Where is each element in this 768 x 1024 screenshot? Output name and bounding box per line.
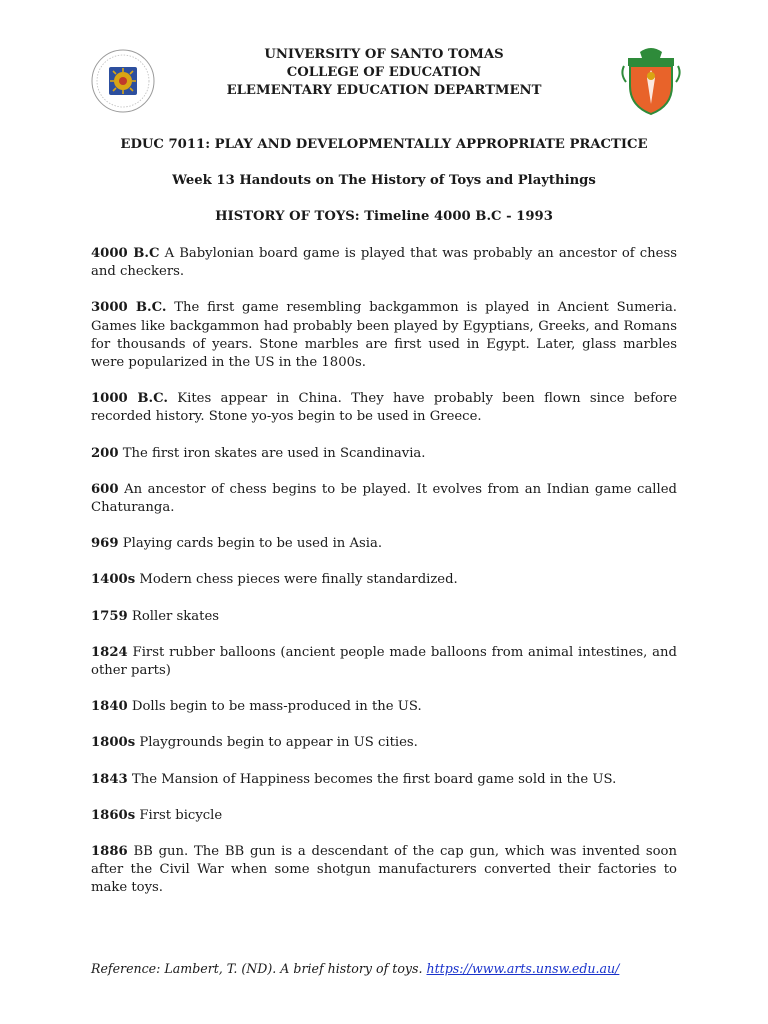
- timeline-entry: [91, 299, 677, 372]
- entry-year: 3000 B.C.: [91, 300, 167, 316]
- entry-text: BB gun. The BB gun is a descendant of the cap gun, which was invented soon after the Civil War when some shotgun manufacturers converted their factories to make toys.: [91, 844, 677, 896]
- entry-year: 969: [91, 536, 119, 552]
- timeline-entry: [91, 771, 677, 789]
- week-title: Week 13 Handouts on The History of Toys and Playthings: [172, 173, 596, 188]
- entry-text: First bicycle: [139, 807, 223, 823]
- timeline-title: HISTORY OF TOYS: Timeline 4000 B.C - 1993: [215, 209, 553, 224]
- entry-text: The first iron skates are used in Scandinavia.: [122, 445, 426, 461]
- entry-year: 600: [91, 481, 119, 497]
- entry-year: 1860s: [91, 807, 136, 823]
- timeline-entry: [91, 245, 677, 281]
- letterhead: [0, 44, 768, 114]
- entry-text: The first game resembling backgammon is played in Ancient Sumeria. Games like backgammon had probably been played by Egyptians, Greeks, and Romans for thousands of years. Stone marbles are first used in Egypt. Later, glass marbles were popularized in the US in the 1800s.: [91, 300, 677, 371]
- entry-text: Modern chess pieces were finally standardized.: [139, 572, 458, 588]
- timeline-entry: [91, 608, 677, 626]
- timeline-entry: [91, 445, 677, 463]
- timeline-entry: [91, 571, 677, 589]
- entry-year: 4000 B.C: [91, 246, 160, 261]
- timeline-entry: [91, 481, 677, 517]
- timeline-entry: [91, 644, 677, 680]
- entry-text: Playing cards begin to be used in Asia.: [122, 536, 383, 552]
- college-name: COLLEGE OF EDUCATION: [286, 65, 482, 80]
- entry-text: A Babylonian board game is played that was probably an ancestor of chess and checkers.: [91, 246, 678, 280]
- department-name: ELEMENTARY EDUCATION DEPARTMENT: [226, 83, 542, 98]
- entry-text: The Mansion of Happiness becomes the first board game sold in the US.: [131, 771, 617, 787]
- entry-text: Roller skates: [131, 608, 220, 624]
- entry-year: 1824: [91, 644, 128, 660]
- entry-year: 1886: [91, 844, 128, 860]
- university-seal-icon: [90, 48, 156, 114]
- timeline-entry: [91, 843, 677, 898]
- entry-text: An ancestor of chess begins to be played. It evolves from an Indian game called Chaturanga.: [91, 481, 677, 516]
- entry-text: First rubber balloons (ancient people made balloons from animal intestines, and other parts): [91, 644, 677, 679]
- college-crest-icon: [618, 44, 684, 116]
- timeline-entry: [91, 734, 677, 752]
- reference-footer: [91, 960, 691, 978]
- timeline-entry: [91, 698, 677, 716]
- course-title: EDUC 7011: PLAY AND DEVELOPMENTALLY APPROPRIATE PRACTICE: [120, 137, 648, 152]
- entry-year: 1759: [91, 608, 128, 624]
- timeline-entry: [91, 807, 677, 825]
- entry-year: 1843: [91, 771, 128, 787]
- entry-year: 1400s: [91, 572, 136, 588]
- document-titles: [91, 136, 677, 244]
- reference-link[interactable]: https://www.arts.unsw.edu.au/: [426, 961, 620, 976]
- university-name: UNIVERSITY OF SANTO TOMAS: [264, 47, 504, 62]
- institution-heading: [180, 46, 588, 100]
- timeline-entry: [91, 390, 677, 426]
- entry-text: Kites appear in China. They have probably been flown since before recorded history. Stone yo-yos begin to be used in Greece.: [91, 391, 677, 425]
- entry-text: Dolls begin to be mass-produced in the US.: [131, 699, 422, 715]
- reference-text: Reference: Lambert, T. (ND). A brief history of toys.: [91, 961, 423, 976]
- entry-year: 200: [91, 445, 119, 461]
- timeline-list: [91, 245, 677, 916]
- entry-year: 1000 B.C.: [91, 391, 168, 407]
- timeline-entry: [91, 535, 677, 553]
- entry-text: Playgrounds begin to appear in US cities.: [139, 735, 418, 751]
- entry-year: 1840: [91, 699, 128, 715]
- entry-year: 1800s: [91, 735, 136, 751]
